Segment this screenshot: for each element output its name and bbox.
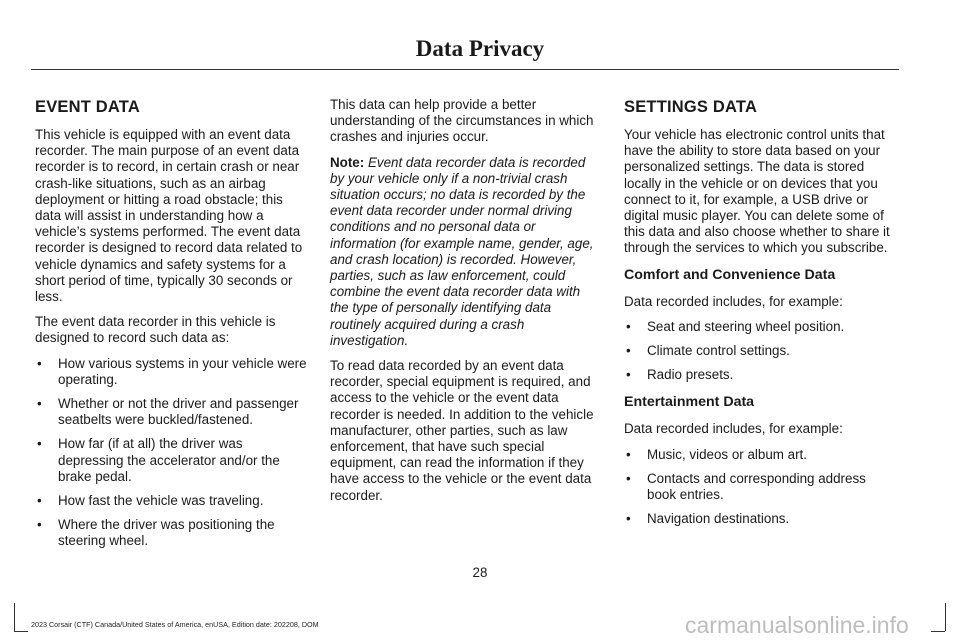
bullet-list xyxy=(624,447,896,528)
bullet-list xyxy=(624,319,896,384)
bullet-icon: • xyxy=(626,367,631,383)
crop-mark xyxy=(14,603,15,631)
section-heading-event-data: EVENT DATA xyxy=(35,98,140,116)
section-heading-settings-data: SETTINGS DATA xyxy=(624,98,758,116)
paragraph: Data recorded includes, for example: xyxy=(624,293,843,309)
note-body: Event data recorder data is recorded by your vehicle only if a non-trivial crash situation occurs; no data is recorded by the event data recorder under normal driving conditions and no personal data or information (for example name, gender, age, and crash location) is recorded. However, parties, such as law enforcement, could combine the event data recorder data with the type of personally identifying data routinely acquired during a crash investigation. xyxy=(330,154,594,348)
list-item: • Climate control settings. xyxy=(626,343,790,359)
header-divider xyxy=(31,69,899,70)
list-item: • Seat and steering wheel position. xyxy=(626,318,845,334)
bullet-icon: • xyxy=(37,517,42,533)
column-event-data xyxy=(35,97,307,560)
bullet-list xyxy=(35,356,307,550)
bullet-icon: • xyxy=(37,493,42,509)
column-settings-data xyxy=(624,97,896,537)
subheading-entertainment: Entertainment Data xyxy=(624,394,755,411)
list-item: • Navigation destinations. xyxy=(626,511,790,527)
bullet-icon: • xyxy=(626,343,631,359)
crop-mark xyxy=(931,631,945,632)
list-item: • How various systems in your vehicle were operating. xyxy=(37,355,307,387)
bullet-icon: • xyxy=(626,318,631,334)
paragraph: To read data recorded by an event data recorder, special equipment is required, and access to the vehicle or the event data recorder is needed. In addition to the vehicle manufacturer, other parties, such as law enforcement, that have such special equipment, can read the information if they have access to the vehicle or the event data recorder. xyxy=(330,358,594,503)
note-label: Note: xyxy=(330,154,365,170)
paragraph: Data recorded includes, for example: xyxy=(624,421,843,437)
bullet-icon: • xyxy=(626,446,631,462)
bullet-icon: • xyxy=(37,355,42,371)
crop-mark xyxy=(945,603,946,631)
list-item: • How far (if at all) the driver was depressing the accelerator and/or the brake pedal. xyxy=(37,436,280,484)
column-event-data-continued xyxy=(330,97,602,513)
bullet-icon: • xyxy=(626,470,631,486)
bullet-icon: • xyxy=(37,396,42,412)
page-number: 28 xyxy=(472,565,488,580)
list-item: • Where the driver was positioning the steering wheel. xyxy=(37,517,275,549)
list-item: • Music, videos or album art. xyxy=(626,446,808,462)
watermark: carmanualsonline.info xyxy=(685,612,909,638)
note xyxy=(330,155,602,349)
list-item: • Contacts and corresponding address book entries. xyxy=(626,470,866,503)
list-item: • Radio presets. xyxy=(626,367,734,383)
paragraph: This data can help provide a better understanding of the circumstances in which crashes and injuries occur. xyxy=(330,97,594,145)
paragraph: Your vehicle has electronic control units that have the ability to store data based on your personalized settings. The data is stored locally in the vehicle or on devices that you connect to it, for example, a USB drive or digital music player. You can delete some of this data and also choose whether to share it through the services to which you subscribe. xyxy=(624,127,890,256)
list-item: • Whether or not the driver and passenger seatbelts were buckled/fastened. xyxy=(37,396,299,428)
subheading-comfort: Comfort and Convenience Data xyxy=(624,266,836,283)
list-item: • How fast the vehicle was traveling. xyxy=(37,493,264,509)
page-title: Data Privacy xyxy=(415,36,545,61)
bullet-icon: • xyxy=(37,436,42,452)
bullet-icon: • xyxy=(626,511,631,527)
crop-mark xyxy=(14,631,28,632)
footer-edition-info: 2023 Corsair (CTF) Canada/United States of America, enUSA, Edition date: 202208, DOM xyxy=(31,620,319,629)
paragraph: The event data recorder in this vehicle is designed to record such data as: xyxy=(35,314,276,346)
paragraph: This vehicle is equipped with an event data recorder. The main purpose of an event data recorder is to record, in certain crash or near crash-like situations, such as an airbag deployment or hitting a road obstacle; this data will assist in understanding how a vehicle’s systems performed. The event data recorder is designed to record data related to vehicle dynamics and safety systems for a short period of time, typically 30 seconds or less. xyxy=(35,127,303,305)
